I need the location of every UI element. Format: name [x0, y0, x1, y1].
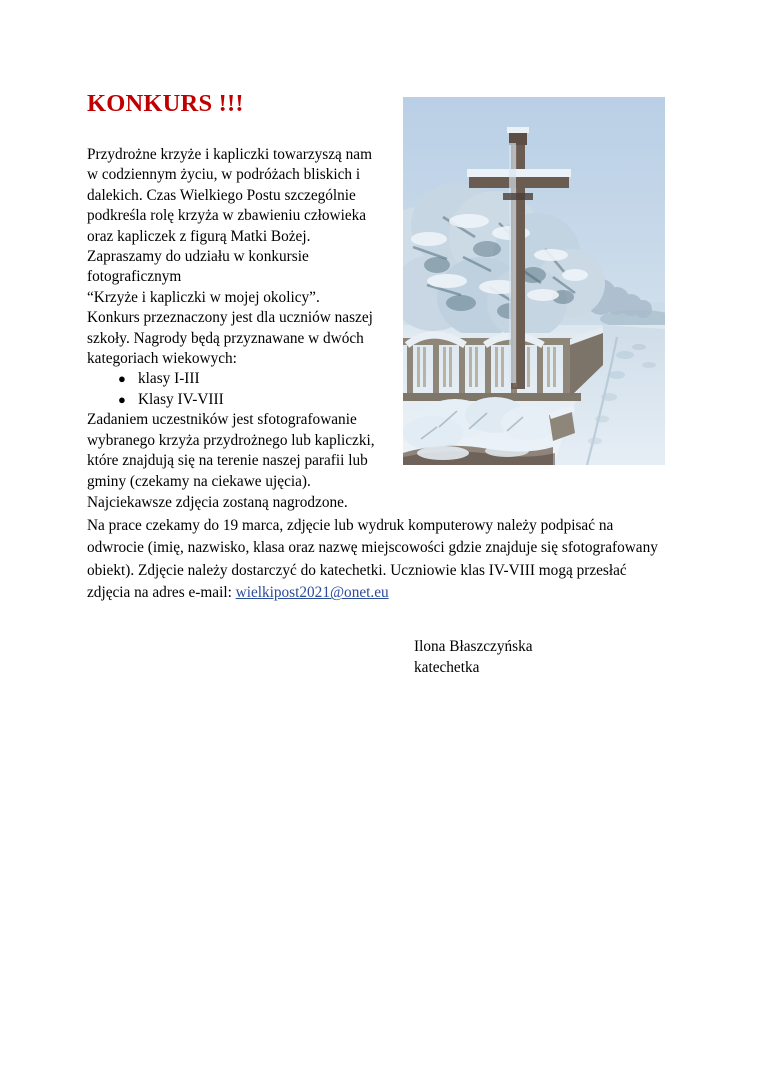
list-item-label: klasy I-III	[138, 370, 200, 388]
intro-line: w codziennym życiu, w podróżach bliskich i	[87, 166, 361, 184]
details-line: odwrocie (imię, nazwisko, klasa oraz nazwę miejscowości gdzie znajduje się sfotografowany	[87, 539, 658, 557]
task-line: wybranego krzyża przydrożnego lub kapliczki,	[87, 431, 375, 449]
list-item	[87, 369, 393, 389]
intro-text-column	[87, 145, 393, 492]
intro-line: szkoły. Nagrody będą przyznawane w dwóch	[87, 329, 364, 347]
intro-line: oraz kapliczek z figurą Matki Bożej.	[87, 227, 311, 245]
winter-cross-photo	[403, 97, 665, 465]
intro-line: “Krzyże i kapliczki w mojej okolicy”.	[87, 288, 320, 306]
page-title: KONKURS !!!	[87, 90, 244, 117]
task-paragraph	[87, 410, 393, 492]
intro-line: dalekich. Czas Wielkiego Postu szczególnie	[87, 186, 356, 204]
details-line: obiekt). Zdjęcie należy dostarczyć do katechetki. Uczniowie klas IV-VIII mogą przesłać	[87, 561, 627, 579]
intro-line: Zapraszamy do udziału w konkursie	[87, 248, 309, 266]
photo-illustration	[403, 97, 665, 465]
age-categories-list	[87, 369, 393, 410]
intro-line: fotograficznym	[87, 268, 182, 286]
email-line-prefix: zdjęcia na adres e-mail:	[87, 584, 236, 602]
intro-line: podkreśla rolę krzyża w zbawieniu człowieka	[87, 207, 367, 225]
signature-role: katechetka	[414, 659, 480, 676]
intro-paragraph	[87, 145, 393, 369]
signature-block	[414, 636, 533, 678]
list-item	[87, 390, 393, 410]
list-item-label: Klasy IV-VIII	[138, 390, 224, 408]
details-line: Na prace czekamy do 19 marca, zdjęcie lub wydruk komputerowy należy podpisać na	[87, 516, 614, 534]
photo-inner	[403, 97, 665, 465]
bullet-icon: ●	[118, 371, 126, 387]
task-line: gminy (czekamy na ciekawe ujęcia).	[87, 472, 311, 490]
details-text-block	[87, 492, 687, 605]
details-line: Najciekawsze zdjęcia zostaną nagrodzone.	[87, 494, 348, 511]
bullet-icon: ●	[118, 391, 126, 407]
details-email-line	[87, 582, 687, 605]
task-line: które znajdują się na terenie naszej parafii lub	[87, 452, 368, 470]
details-paragraph	[87, 492, 687, 605]
intro-line: Przydrożne krzyże i kapliczki towarzyszą nam	[87, 146, 372, 163]
signature-name: Ilona Błaszczyńska	[414, 638, 533, 655]
intro-line: Konkurs przeznaczony jest dla uczniów naszej	[87, 309, 373, 327]
intro-line: kategoriach wiekowych:	[87, 350, 237, 368]
email-link[interactable]: wielkipost2021@onet.eu	[235, 584, 389, 602]
task-line: Zadaniem uczestników jest sfotografowanie	[87, 411, 357, 429]
